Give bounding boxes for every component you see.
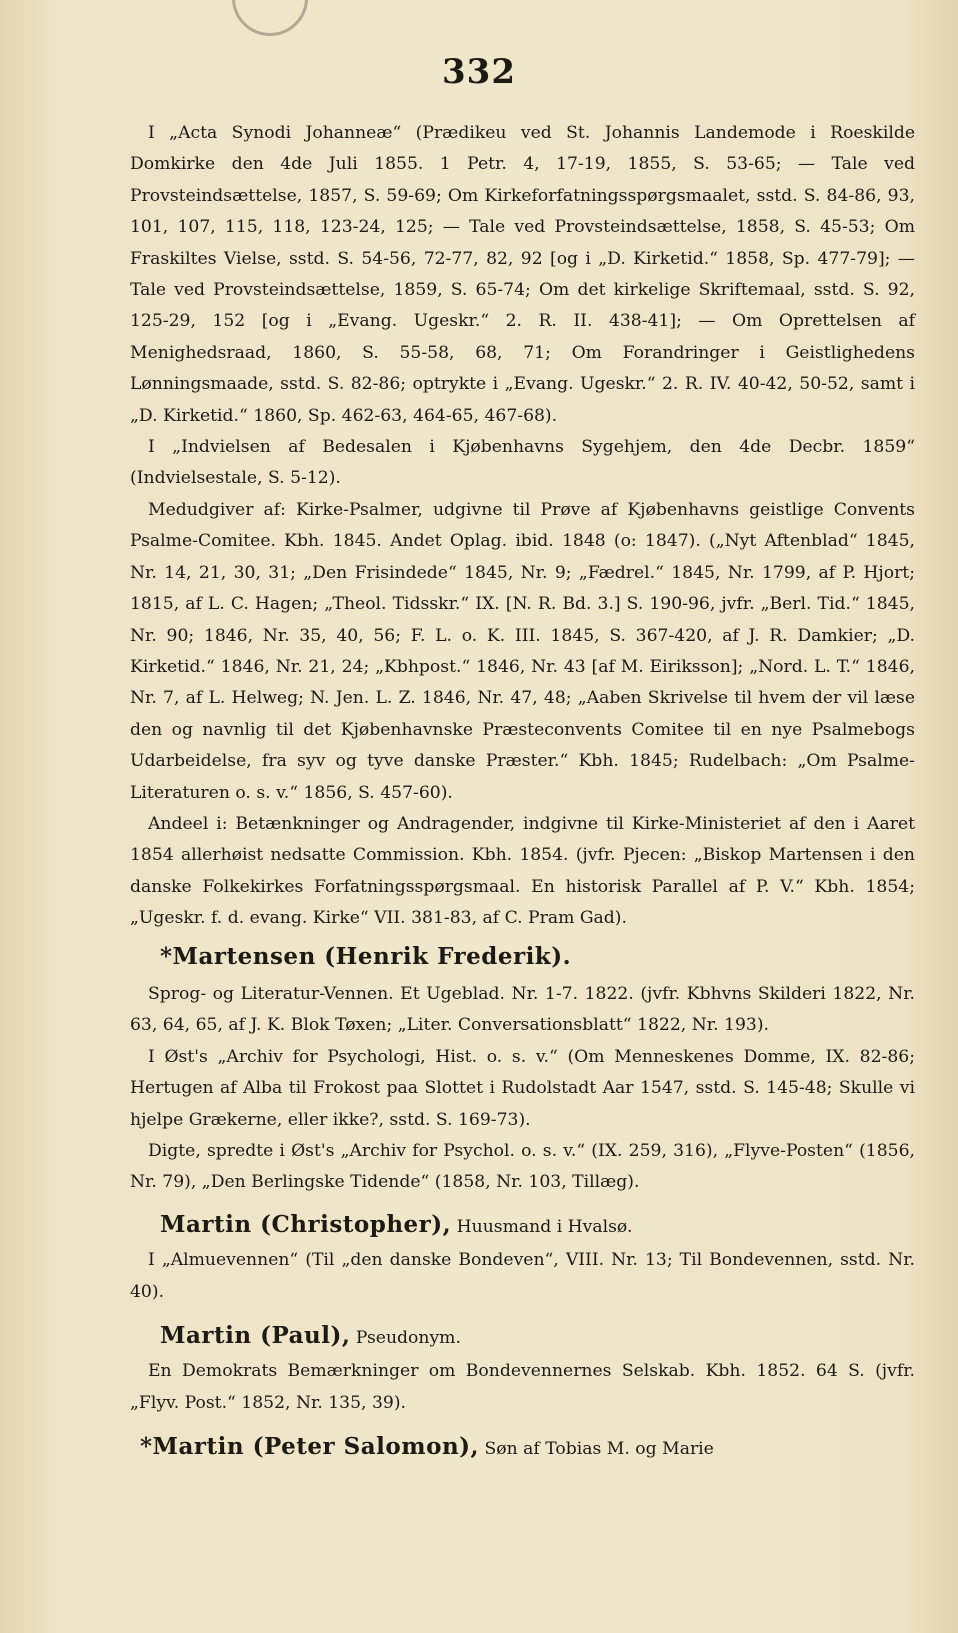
paragraph-medudgiver: Medudgiver af: Kirke-Psalmer, udgivne til Prøve af Kjøbenhavns geistlige Convents Psalme-Comitee. Kbh. 1845. Andet Oplag. ibid. 1848 (o: 1847). („Nyt Aftenblad“ 1845, Nr. 14, 21, 30, 31; „Den Frisindede“ 1845, Nr. 9; „Fædrel.“ 1845, Nr. 1799, af P. Hjort; 1815, af L. C. Hagen; „Theol. Tidsskr.“ IX. [N. R. Bd. 3.] S. 190-96, jvfr. „Berl. Tid.“ 1845, Nr. 90; 1846, Nr. 35, 40, 56; F. L. o. K. III. 1845, S. 367-420, af J. R. Damkier; „D. Kirketid.“ 1846, Nr. 21, 24; „Kbhpost.“ 1846, Nr. 43 [af M. Eiriksson]; „Nord. L. T.“ 1846, Nr. 7, af L. Helweg; N. Jen. L. Z. 1846, Nr. 47, 48; „Aaben Skrivelse til hvem der vil læse den og navnlig til det Kjøbenhavnske Præsteconvents Comitee til en nye Psalmebogs Udarbeidelse, fra syv og tyve danske Præster.“ Kbh. 1845; Rudelbach: „Om Psalme-Literaturen o. s. v.“ 1856, S. 457-60). [130, 499, 915, 803]
entry-name: Martin (Paul), [160, 1322, 351, 1350]
entry-subtitle: Søn af Tobias M. og Marie [484, 1439, 714, 1460]
entry-subtitle: Huusmand i Hvalsø. [456, 1216, 633, 1237]
paragraph-osts-archiv: I Øst's „Archiv for Psychologi, Hist. o. s. v.“ (Om Menneskenes Domme, IX. 82-86; Hertugen af Alba til Frokost paa Slottet i Rudolstadt Aar 1547, sstd. S. 145-48; Skulle vi hjelpe Grækerne, eller ikke?, sstd. S. 169-73). [130, 1046, 915, 1130]
paragraph-sprog-literatur: Sprog- og Literatur-Vennen. Et Ugeblad. Nr. 1-7. 1822. (jvfr. Kbhvns Skilderi 1822, Nr. 63, 64, 65, af J. K. Blok Tøxen; „Liter. Conversationsblatt“ 1822, Nr. 193). [130, 983, 915, 1036]
paragraph-demokrat: En Demokrats Bemærkninger om Bondevennernes Selskab. Kbh. 1852. 64 S. (jvfr. „Flyv. Post.“ 1852, Nr. 135, 39). [130, 1361, 915, 1413]
paragraph-andeel: Andeel i: Betænkninger og Andragender, indgivne til Kirke-Ministeriet af den i Aaret 1854 allerhøist nedsatte Commission. Kbh. 1854. (jvfr. Pjecen: „Biskop Martensen i den danske Folkekirkes Forfatningsspørgsmaal. En historisk Parallel af P. V.“ Kbh. 1854; „Ugeskr. f. d. evang. Kirke“ VII. 381-83, af C. Pram Gad). [130, 813, 915, 929]
page-number: 332 [442, 52, 516, 92]
paragraph-almuevennen: I „Almuevennen“ (Til „den danske Bondeven“, VIII. Nr. 13; Til Bondevennen, sstd. Nr. 40). [130, 1250, 915, 1302]
entry-heading-christopher [130, 1209, 915, 1243]
corner-mark [216, 0, 323, 52]
entry-name: *Martin (Peter Salomon), [140, 1433, 480, 1461]
page-body [130, 118, 915, 1466]
entry-heading-peter [130, 1431, 915, 1465]
paragraph-indvielsen: I „Indvielsen af Bedesalen i Kjøbenhavns Sygehjem, den 4de Decbr. 1859“ (Indvielsestale, S. 5-12). [130, 437, 915, 489]
entry-subtitle: Pseudonym. [355, 1328, 461, 1349]
entry-name: Martin (Christopher), [160, 1210, 452, 1238]
entry-heading-paul [130, 1320, 915, 1354]
entry-heading-martensen [130, 941, 915, 975]
paragraph-acta-synodi: I „Acta Synodi Johanneæ“ (Prædikeu ved St. Johannis Landemode i Roeskilde Domkirke den 4de Juli 1855. 1 Petr. 4, 17-19, 1855, S. 53-65; — Tale ved Provsteindsættelse, 1857, S. 59-69; Om Kirkeforfatningsspørgsmaalet, sstd. S. 84-86, 93, 101, 107, 115, 118, 123-24, 125; — Tale ved Provsteindsættelse, 1858, S. 45-53; Om Fraskiltes Vielse, sstd. S. 54-56, 72-77, 82, 92 [og i „D. Kirketid.“ 1858, Sp. 477-79]; — Tale ved Provsteindsættelse, 1859, S. 65-74; Om det kirkelige Skriftemaal, sstd. S. 92, 125-29, 152 [og i „Evang. Ugeskr.“ 2. R. II. 438-41]; — Om Oprettelsen af Menighedsraad, 1860, S. 55-58, 68, 71; Om Forandringer i Geistlighedens Lønningsmaade, sstd. S. 82-86; optrykte i „Evang. Ugeskr.“ 2. R. IV. 40-42, 50-52, samt i „D. Kirketid.“ 1860, Sp. 462-63, 464-65, 467-68). [130, 123, 915, 426]
paragraph-digte: Digte, spredte i Øst's „Archiv for Psychol. o. s. v.“ (IX. 259, 316), „Flyve-Posten“ (1856, Nr. 79), „Den Berlingske Tidende“ (1858, Nr. 103, Tillæg). [130, 1141, 915, 1193]
entry-name: *Martensen (Henrik Frederik). [160, 942, 572, 970]
